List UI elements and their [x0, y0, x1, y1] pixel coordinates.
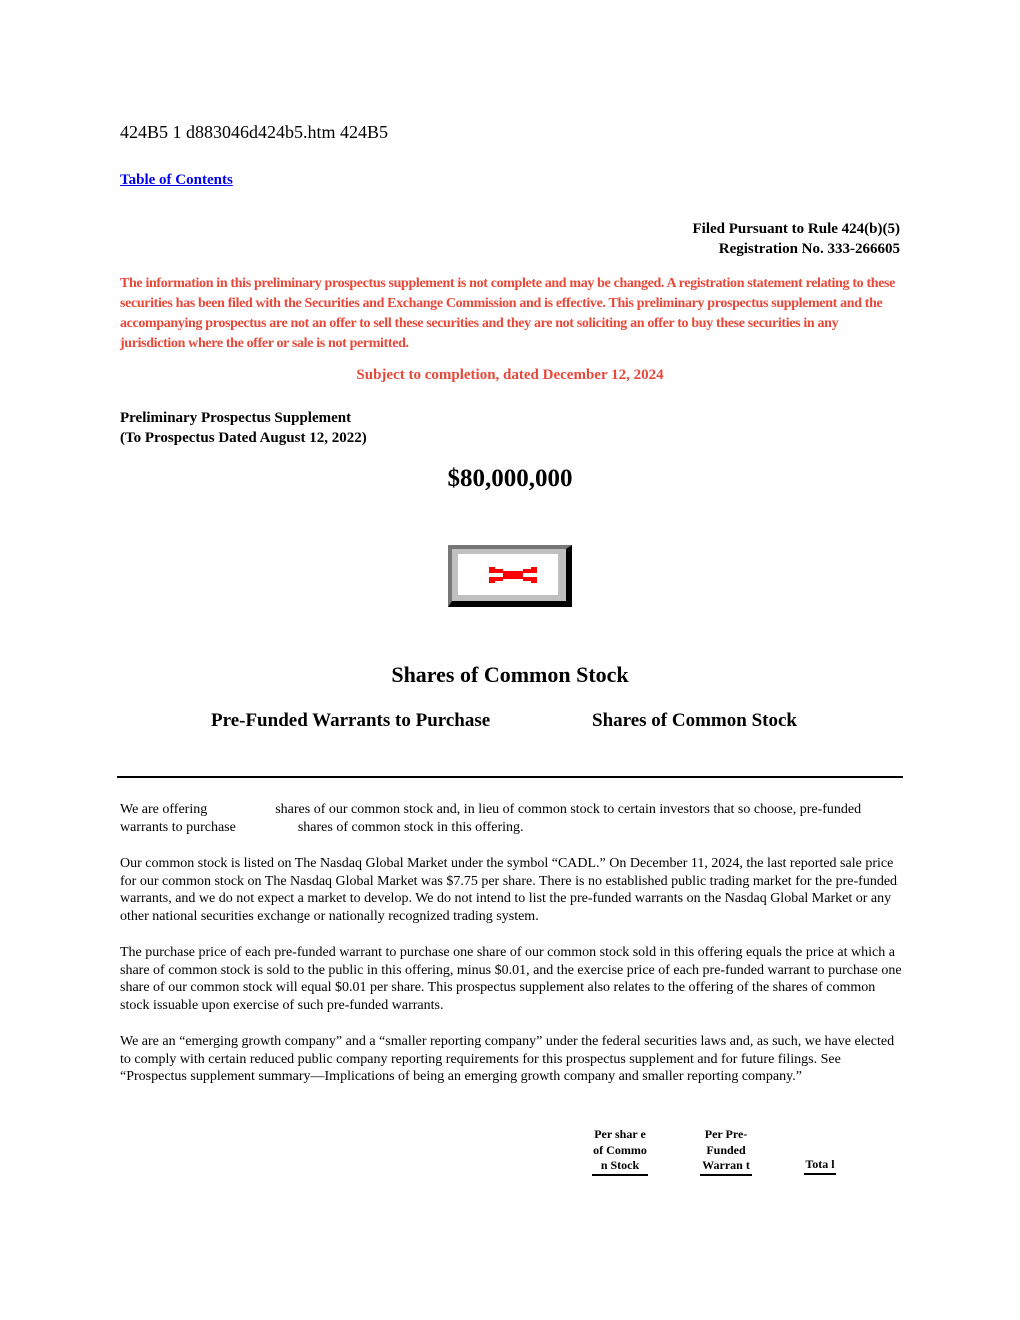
- shares-of-common-stock-title: Shares of Common Stock: [391, 662, 629, 687]
- listing-paragraph: Our common stock is listed on The Nasdaq Global Market under the symbol “CADL.” On December 11, 2024, the last reported sale price for our common stock on The Nasdaq Global Market was $7.75 per share. There is no established public trading market for the pre-funded warrants, and we do not expect a market to develop. We do not intend to list the pre-funded warrants on the Nasdaq Global Market or any other national securities exchange or nationally recognized trading system.: [120, 856, 898, 924]
- pre-funded-warrants-label: Pre-Funded Warrants to Purchase: [211, 710, 491, 731]
- prospectus-title: [120, 408, 367, 448]
- offering-text-b: shares of our common stock and, in lieu of common stock to certain investors that so choose, pre-funded warrants to purchase: [120, 802, 862, 835]
- offering-text-c: shares of common stock in this offering.: [297, 819, 524, 835]
- offering-amount: $80,000,000: [447, 465, 573, 492]
- offering-paragraph: [120, 801, 902, 836]
- filing-rule: Filed Pursuant to Rule 424(b)(5): [692, 221, 900, 237]
- prospectus-supplement-label: Preliminary Prospectus Supplement: [120, 410, 352, 426]
- column-header-per-warrant: Per Pre- Funded Warran t: [700, 1127, 752, 1176]
- prospectus-date-label: (To Prospectus Dated August 12, 2022): [120, 430, 367, 446]
- preliminary-notice: The information in this preliminary prospectus supplement is not complete and may be changed. A registration statement relating to these securities has been filed with the Securities and Exchange Commission and is effective. This preliminary prospectus supplement and the accompanying prospectus are not an offer to sell these securities and they are not soliciting an offer to buy these securities in any jurisdiction where the offer or sale is not permitted.: [120, 276, 896, 351]
- emerging-growth-paragraph: We are an “emerging growth company” and a “smaller reporting company” under the federal securities laws and, as such, we have elected to comply with certain reduced public company reporting requirements for this prospectus supplement and for future filings. See “Prospectus supplement summary—Implications of being an emerging growth company and smaller reporting company.”: [120, 1034, 895, 1084]
- registration-number: Registration No. 333-266605: [718, 241, 900, 257]
- pre-funded-shares-label: Shares of Common Stock: [592, 710, 797, 731]
- company-logo-placeholder: [448, 545, 572, 607]
- column-header-total: Tota l: [804, 1157, 836, 1175]
- table-of-contents-link[interactable]: Table of Contents: [120, 172, 233, 188]
- offering-text-a: We are offering: [120, 802, 208, 817]
- section-divider: [117, 776, 903, 778]
- subject-to-completion: Subject to completion, dated December 12, 2024: [356, 367, 664, 383]
- filing-info: [693, 219, 901, 259]
- column-header-per-share: Per shar e of Commo n Stock: [592, 1127, 648, 1176]
- file-header: 424B5 1 d883046d424b5.htm 424B5: [120, 122, 389, 142]
- broken-image-icon: [487, 565, 539, 585]
- purchase-price-paragraph: The purchase price of each pre-funded warrant to purchase one share of our common stock sold in this offering equals the price at which a share of common stock is sold to the public in this offering, minus $0.01, and the exercise price of each pre-funded warrant to purchase one share of our common stock will equal $0.01 per share. This prospectus supplement also relates to the offering of the shares of common stock issuable upon exercise of such pre-funded warrants.: [120, 945, 902, 1013]
